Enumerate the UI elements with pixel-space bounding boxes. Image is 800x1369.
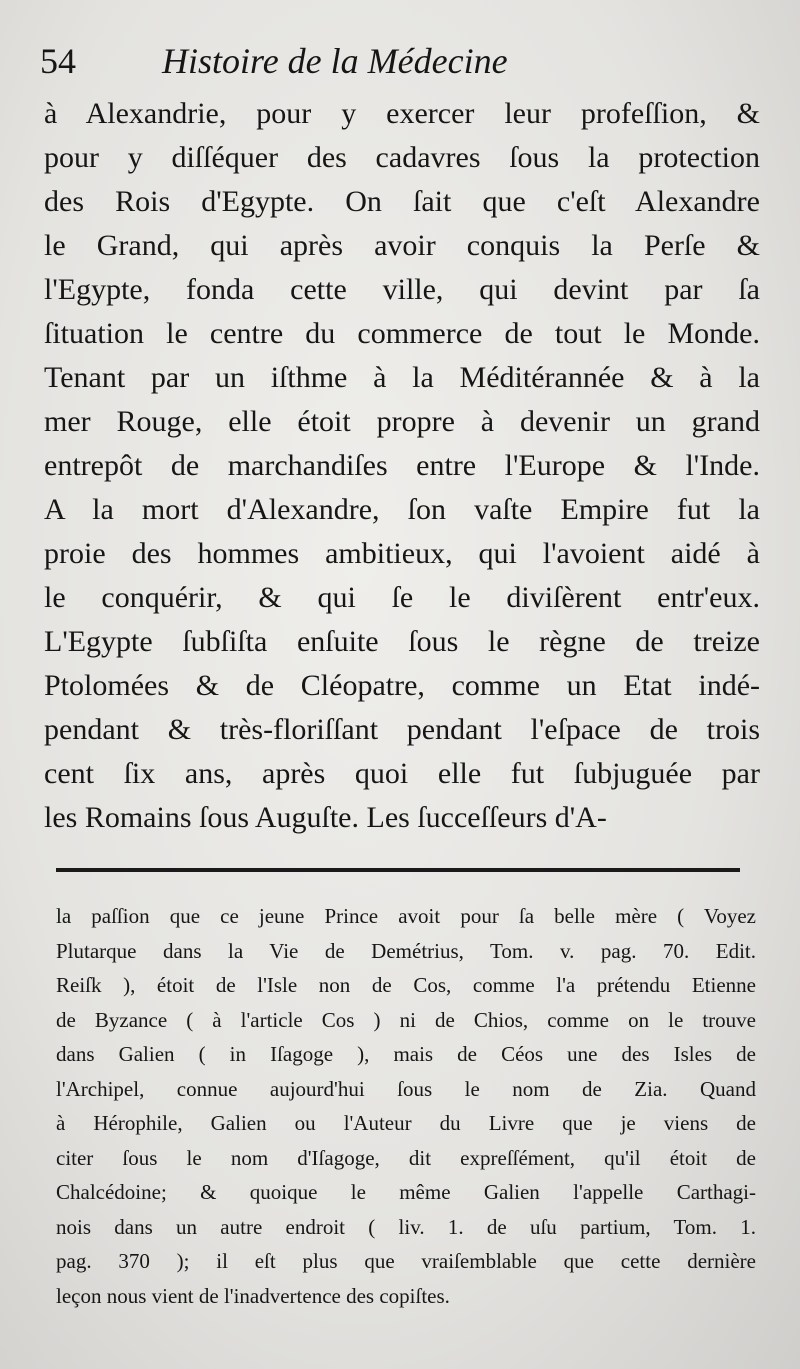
text-line: Tenant par un iſthme à la Méditérannée & à la	[44, 361, 760, 394]
footnote-line: nois dans un autre endroit ( liv. 1. de uſu partium, Tom. 1.	[56, 1214, 756, 1239]
text-line: le Grand, qui après avoir conquis la Perſe &	[44, 229, 760, 262]
footnote-line: à Hérophile, Galien ou l'Auteur du Livre que je viens de	[56, 1111, 756, 1135]
footnote-line: dans Galien ( in Iſagoge ), mais de Céos une des Isles de	[56, 1042, 756, 1066]
text-line: l'Egypte, fonda cette ville, qui devint par ſa	[44, 273, 760, 306]
footnote-line: leçon nous vient de l'inadvertence des copiſtes.	[56, 1283, 450, 1308]
text-line: les Romains ſous Auguſte. Les ſucceſſeurs d'A-	[44, 801, 607, 834]
page-number: 54	[40, 41, 76, 81]
footnote-line: Chalcédoine; & quoique le même Galien l'appelle Carthagi-	[56, 1180, 756, 1204]
page-header	[40, 38, 760, 86]
text-line: Ptolomées & de Cléopatre, comme un Etat indé-	[44, 669, 760, 702]
text-line: le conquérir, & qui ſe le diviſèrent entr'eux.	[44, 581, 760, 614]
footnote-line: Plutarque dans la Vie de Demétrius, Tom. v. pag. 70. Edit.	[56, 938, 756, 963]
text-line: A la mort d'Alexandre, ſon vaſte Empire fut la	[44, 493, 760, 526]
text-line: pour y diſſéquer des cadavres ſous la protection	[44, 141, 760, 174]
text-line: pendant & très-floriſſant pendant l'eſpace de trois	[44, 713, 760, 746]
footnote-line: pag. 370 ); il eſt plus que vraiſemblable que cette dernière	[56, 1249, 756, 1273]
footnote-line: Reiſk ), étoit de l'Isle non de Cos, comme l'a prétendu Etienne	[56, 973, 756, 997]
text-line: à Alexandrie, pour y exercer leur profeſſion, &	[44, 97, 760, 130]
footnote-line: l'Archipel, connue aujourd'hui ſous le nom de Zia. Quand	[56, 1076, 756, 1101]
footnote	[56, 899, 756, 1313]
text-line: ſituation le centre du commerce de tout le Monde.	[44, 317, 760, 350]
footnote-separator-rule	[56, 868, 740, 872]
text-line: mer Rouge, elle étoit propre à devenir un grand	[44, 405, 760, 438]
footnote-line: citer ſous le nom d'Iſagoge, dit expreſſément, qu'il étoit de	[56, 1145, 756, 1170]
footnote-line: la paſſion que ce jeune Prince avoit pour ſa belle mère ( Voyez	[56, 904, 756, 928]
text-line: proie des hommes ambitieux, qui l'avoient aidé à	[44, 537, 760, 570]
footnote-line: de Byzance ( à l'article Cos ) ni de Chios, comme on le trouve	[56, 1007, 756, 1032]
running-title: Histoire de la Médecine	[162, 41, 508, 81]
text-line: des Rois d'Egypte. On ſait que c'eſt Alexandre	[44, 185, 760, 218]
text-line: L'Egypte ſubſiſta enſuite ſous le règne de treize	[44, 625, 760, 658]
text-line: entrepôt de marchandiſes entre l'Europe & l'Inde.	[44, 449, 760, 482]
text-line: cent ſix ans, après quoi elle fut ſubjuguée par	[44, 757, 760, 790]
main-text-body	[44, 92, 760, 840]
